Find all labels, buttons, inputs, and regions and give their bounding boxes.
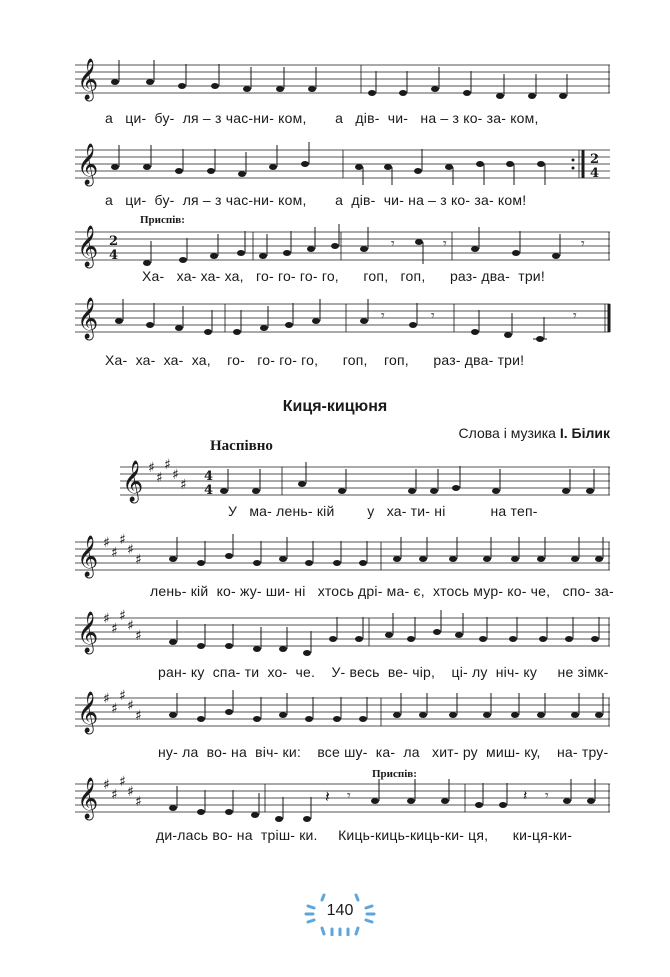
svg-text:𝄾: 𝄾 [381,308,385,324]
svg-text:𝄞: 𝄞 [77,226,99,267]
svg-text:𝄞: 𝄞 [77,778,99,819]
song-title: Киця-кицюня [282,398,388,415]
svg-text:♯: ♯ [135,552,142,568]
svg-text:♯: ♯ [119,608,126,624]
svg-text:♯: ♯ [148,460,155,476]
svg-text:♯: ♯ [119,532,126,548]
credit-prefix: Слова і музика [458,425,556,441]
svg-text:𝄞: 𝄞 [122,461,144,502]
svg-text:♯: ♯ [135,628,142,644]
staff-system-2 [75,140,615,190]
svg-text:𝄾: 𝄾 [431,308,435,324]
credit-author: І. Білик [559,425,610,441]
staff-system-4 [75,294,615,344]
svg-text:2: 2 [109,234,119,249]
lyrics-line: ну- ла во- на віч- ки: все шу- ка- ла хит- ру миш- ку, на- тру- [158,744,609,760]
page-number: 140 [326,902,354,919]
svg-text:♯: ♯ [103,535,110,551]
svg-text:𝄾: 𝄾 [347,788,351,804]
refrain-label: Приспів: [372,768,417,780]
lyrics-line: ран- ку спа- ти хо- че. У- весь ве- чір, ці- лу ніч- ку не зімк- [158,664,609,680]
notes [111,79,567,99]
lyrics-line: ди-лась во- на тріш- ки. Киць-киць-киць-ки- ця, ки-ця-ки- [156,827,573,843]
svg-text:𝄞: 𝄞 [77,59,99,100]
svg-text:♯: ♯ [164,457,171,473]
svg-text:♯: ♯ [111,787,118,803]
staff-system-3 [75,222,615,272]
svg-text:♯: ♯ [111,621,118,637]
svg-text:𝄞: 𝄞 [77,536,99,577]
svg-text:𝄽: 𝄽 [325,787,330,806]
staff-system-5 [120,457,615,507]
svg-text:𝄾: 𝄾 [443,236,447,252]
lyrics-line: а ци- бу- ля – з час-ни- ком, а дів- чи- на – з ко- за- ком, [105,110,539,126]
svg-text:𝄞: 𝄞 [77,298,99,339]
svg-text:♯: ♯ [127,542,134,558]
svg-text:4: 4 [204,469,214,484]
page-number-badge [300,892,380,936]
svg-text:♯: ♯ [127,618,134,634]
svg-text:♯: ♯ [156,470,163,486]
staff-system-6 [75,532,615,582]
svg-text:4: 4 [109,248,119,263]
svg-text:♯: ♯ [119,688,126,704]
svg-text:♯: ♯ [103,777,110,793]
svg-text:𝄞: 𝄞 [77,692,99,733]
svg-text:♯: ♯ [135,708,142,724]
lyrics-line: а ци- бу- ля – з час-ни- ком, а дів- чи- на – з ко- за- ком! [105,192,527,208]
lyrics-line: У ма- лень- кій у ха- ти- ні на теп- [228,503,538,519]
tempo-marking: Наспівно [210,438,273,454]
svg-text:𝄞: 𝄞 [77,612,99,653]
svg-text:♯: ♯ [127,698,134,714]
svg-text:♯: ♯ [103,691,110,707]
lyrics-line: Ха- ха- ха- ха, го- го- го- го, гоп, гоп, раз- два- три! [142,268,545,284]
svg-text:𝄾: 𝄾 [581,236,585,252]
staff-system-9 [75,774,615,824]
svg-text:4: 4 [204,483,214,498]
svg-text:𝄾: 𝄾 [391,236,395,252]
staff-system-1 [75,55,615,105]
svg-text:𝄾: 𝄾 [573,308,577,324]
svg-text:♯: ♯ [180,477,187,493]
svg-text:♯: ♯ [111,701,118,717]
lyrics-line: лень- кій ко- жу- ши- ні хтось дрі- ма- є, хтось мур- ко- че, спо- за- [150,583,614,599]
svg-text:𝄞: 𝄞 [77,144,99,185]
song-credit [459,425,610,441]
svg-text:2: 2 [590,152,600,167]
svg-text:4: 4 [590,166,600,181]
refrain-label: Приспів: [140,214,185,226]
svg-text:♯: ♯ [135,794,142,810]
svg-text:𝄾: 𝄾 [545,788,549,804]
svg-text:♯: ♯ [103,611,110,627]
svg-text:𝄽: 𝄽 [523,788,528,804]
staff-system-8 [75,688,615,738]
svg-text:♯: ♯ [172,467,179,483]
svg-text:♯: ♯ [119,774,126,790]
staff-system-7 [75,608,615,658]
lyrics-line: Ха- ха- ха- ха, го- го- го- го, гоп, гоп, раз- два- три! [105,352,525,368]
svg-text:♯: ♯ [111,545,118,561]
svg-text:♯: ♯ [127,784,134,800]
